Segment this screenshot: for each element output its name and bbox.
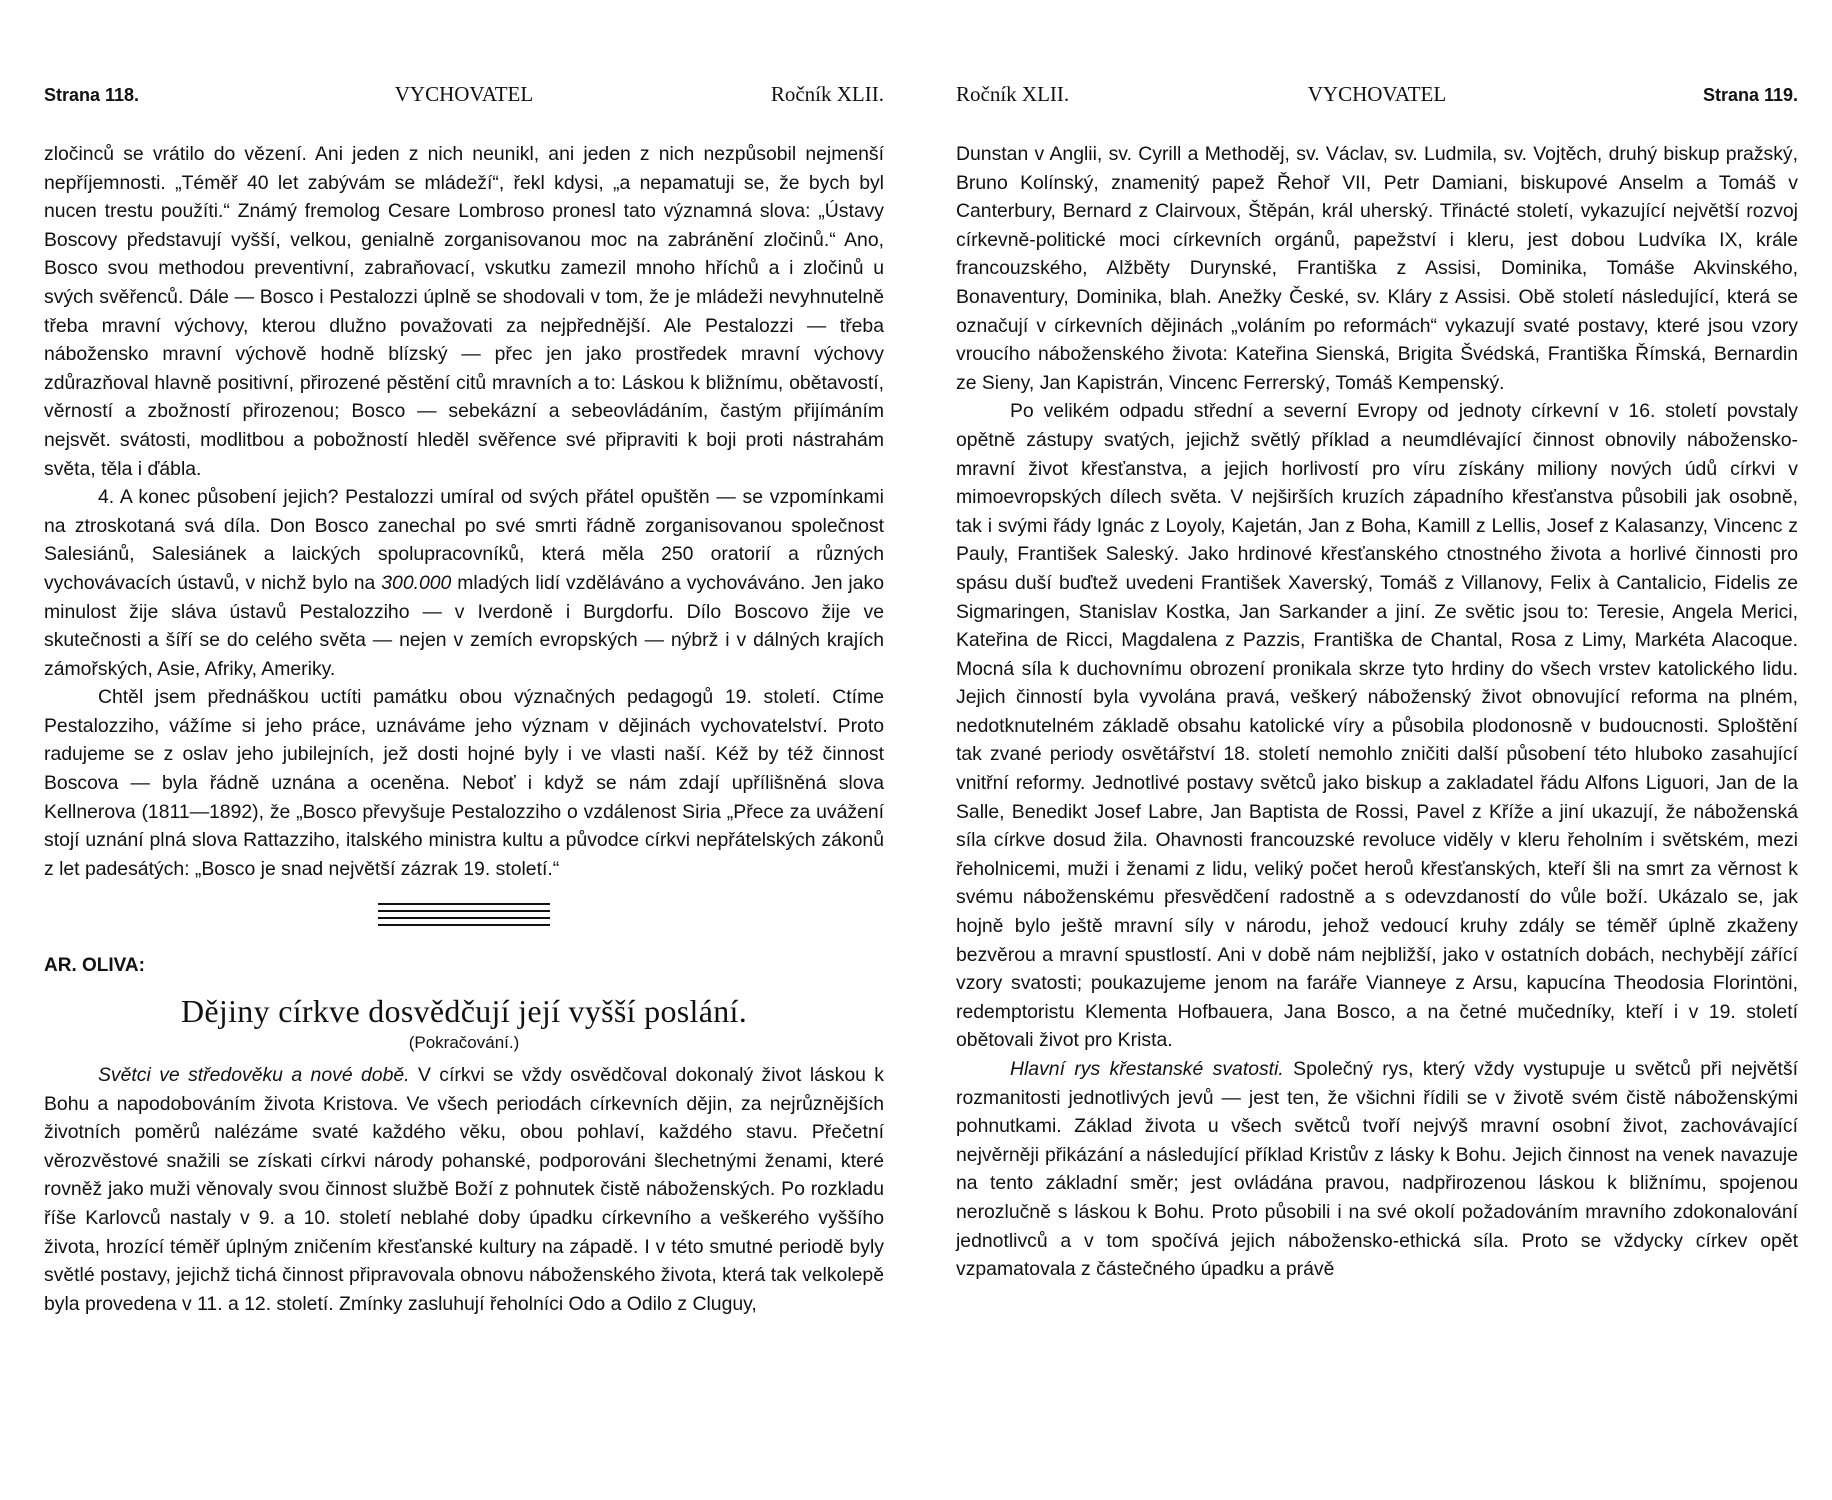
paragraph: Chtěl jsem přednáškou uctíti památku obou význačných pedagogů 19. století. Ctíme Pestalozziho, vážíme si jeho práce, uznáváme jeho význam v dějinách vychovatelství. Proto radujeme se z oslav jeho jubilejních, jež dosti hojné byly i ve vlasti naší. Kéž by též činnost Boscova — byla řádně uznána a oceněna. Neboť i když se nám zdají upřílišněná slova Kellnerova (1811—1892), že „Bosco převyšuje Pestalozziho o vzdálenost Siria „Přece za uvážení stojí uznání plná slova Rattazziho, italského ministra kultu a původce církvi nepřátelských zákonů z let padesátých: „Bosco je snad největší zázrak 19. století.“ — [44, 686, 884, 880]
text-run: 4. A konec působení jejich? Pestalozzi umíral od svých přátel opuštěn — se vzpomínkami na ztroskotaná svá díla. Don Bosco zanechal po své smrti řádně zorganisovanou společnost Salesiánů, Salesiánek a laických spolupracovníků, která měla 250 oratorií a různých vychovávacích ústavů, v nichž bylo na — [44, 486, 884, 594]
right-volume: Ročník XLII. — [956, 82, 1070, 106]
article-title: Dějiny církve dosvědčují její vyšší poslání. — [181, 993, 747, 1030]
paragraph — [44, 1061, 884, 1318]
emphasis: 300.000 — [381, 571, 452, 594]
left-page-number: Strana 118. — [44, 85, 140, 105]
emphasis: Světci ve středověku a nové době. — [98, 1064, 410, 1087]
right-page — [956, 0, 1798, 1500]
paragraph — [956, 1055, 1798, 1284]
right-journal-title: VYCHOVATEL — [1307, 82, 1447, 106]
left-journal-title: VYCHOVATEL — [394, 82, 534, 106]
text-run: mladých lidí vzděláváno a vychováváno. Jen jako minulost žije sláva ústavů Pestalozziho — v Iverdoně i Burgdorfu. Dílo Boscovo žije ve skutečnosti a šíří se do celého světa — nejen v zemích evropských — nýbrž i v dálných krajích zámořských, Asie, Afriky, Ameriky. — [44, 571, 884, 680]
continued-note: (Pokračování.) — [408, 1033, 520, 1053]
text-run: V církvi se vždy osvědčoval dokonalý život láskou k Bohu a napodobováním života Kristova. Ve všech periodách církevních dějin, za nejrůznějších životních poměrů nalézáme svaté každého věku, obou pohlaví, každého stavu. Přečetní věrozvěstové snažili se získati církvi národy pohanské, podporováni šlechetnými ženami, které rovněž jako muži věnovaly svou činnost službě Boží z pohnutek čistě náboženských. Po rozkladu říše Karlovců nastaly v 9. a 10. století neblahé doby úpadku církevního a veškerého vyššího života, hrozící téměř úplným zničením křesťanské kultury na západě. I v této smutné periodě byly světlé postavy, jejichž tichá činnost připravovala obnovu náboženského života, která tak velkolepě byla provedena v 11. a 12. století. Zmínky zasluhují řeholníci Odo a Odilo z Cluguy, — [44, 1064, 884, 1315]
paragraph: Dunstan v Anglii, sv. Cyrill a Methoděj, sv. Václav, sv. Ludmila, sv. Vojtěch, druhý biskup pražský, Bruno Kolínský, znamenitý papež Řehoř VII, Petr Damiani, biskupové Anselm a Tomáš v Canterbury, Bernard z Clairvoux, Štěpán, král uherský. Třinácté století, vykazující největší rozvoj církevně-politické moci církevních orgánů, papežství i kleru, jest dobou Ludvíka IX, krále francouzského, Alžběty Durynské, Františka z Assisi, Dominika, Tomáše Akvinského, Bonaventury, Dominika, blah. Anežky České, sv. Kláry z Assisi. Obě století následující, která se označují v církevních dějinách „voláním po reformách“ vykazují svaté postavy, které jsou vzory vroucího náboženského života: Kateřina Sienská, Brigita Švédská, Františka Římská, Bernardin ze Sieny, Jan Kapistrán, Vincenc Ferrerský, Tomáš Kempenský. — [956, 143, 1798, 394]
right-page-number: Strana 119. — [1702, 85, 1798, 105]
paragraph: zločinců se vrátilo do vězení. Ani jeden z nich neunikl, ani jeden z nich nezpůsobil nejmenší nepříjemnosti. „Téměř 40 let zabývám se mládeží“, řekl kdysi, „a nepamatuji se, že bych byl nucen trestu použíti.“ Známý fremolog Cesare Lombroso pronesl tato významná slova: „Ústavy Boscovy představují vyšší, velkou, genialně zorganisovanou moc na zabránění zločinů.“ Ano, Bosco svou methodou preventivní, zabraňovací, vskutku zamezil mnoho hříchů a i zločinů u svých svěřenců. Dále — Bosco i Pestalozzi úplně se shodovali v tom, že je mládeži nevyhnutelně třeba mravní výchovy, kterou dlužno považovati za nejpřednější. Ale Pestalozzi — třeba nábožensko mravní výchově hodně blízský — přec jen jako prostředek mravní výchovy zdůrazňoval hlavně positivní, přirozené pěstění citů mravních a to: Láskou k bližnímu, obětavostí, věrností a zbožností přirozenou; Bosco — sebekázní a sebeovládáním, častým přijímáním nejsvět. svátosti, modlitbou a pobožností hleděl svěřence své připraviti k boji proti nástrahám světa, těla i ďábla. — [44, 143, 884, 480]
right-page-header — [956, 82, 1798, 112]
paragraph — [44, 483, 884, 683]
left-page-header — [44, 82, 884, 112]
section-separator — [378, 903, 550, 926]
article-author: AR. OLIVA: — [44, 955, 145, 977]
left-page — [44, 0, 884, 1500]
left-page-body — [44, 140, 884, 1318]
left-volume: Ročník XLII. — [770, 82, 884, 106]
paragraph: Po velikém odpadu střední a severní Evropy od jednoty církevní v 16. století povstaly opětně zástupy svatých, jejichž světlý příklad a neumdlévající činnost obnovily nábožensko-mravní život křesťanstva, a jejich horlivostí pro víru získány miliony nových údů církvi v mimoevropských dílech světa. V nejširších kruzích západního křesťanstva působili jak osobně, tak i svými řády Ignác z Loyoly, Kajetán, Jan z Boha, Kamill z Lellis, Josef z Kalasanzy, Vincenc z Pauly, František Saleský. Jako hrdinové křesťanského ctnostného života a horlivé činnosti pro spásu duší buďtež uvedeni František Xaverský, Tomáš z Villanovy, Felix à Cantalicio, Fidelis ze Sigmaringen, Stanislav Kostka, Jan Sarkander a jiní. Ze světic jsou to: Teresie, Angela Merici, Kateřina de Ricci, Magdalena z Pazzis, Františka de Chantal, Rosa z Limy, Markéta Alacoque. Mocná síla k duchovnímu obrození pronikala skrze tyto hrdiny do všech vrstev katolického lidu. Jejich činností byla vyvolána pravá, veškerý náboženský život obnovující reforma na plném, nedotknutelném základě obsahu katolické víry a působila plodonosně v budoucnosti. Sploštění tak zvané periody osvětářství 18. století nemohlo zničiti další působení této hluboko zasahující vnitřní reformy. Jednotlivé postavy světců jako biskup a zakladatel řádu Alfons Liguori, Jan de la Salle, Benedikt Josef Labre, Jan Baptista de Rossi, Pavel z Kříže a jiní ukazují, že náboženská síla církve dosud žila. Ohavnosti francouzské revoluce viděly v kleru řeholním i světském, mezi řeholnicemi, muži i ženami z lidu, veliký počet heroů křesťanských, kteří šli na smrt za věrnost k svému náboženskému přesvědčení radostně a s odevzdaností do vůle boží. Ukázalo se, jak hojně bylo ještě mravní síly v národu, jehož vedoucí kruhy zdály se téměř úplně zkaženy bezvěrou a mravní spustlostí. Ani v době nám nejbližší, jako v ostatních dobách, nechybějí zářící vzory svatosti; poukazujeme jenom na faráře Vianneye z Arsu, kapucína Theodosia Florintöni, redemptoristu Klementa Hofbauera, Jana Bosco, a na četné mučedníky, kteří i v 19. století obětovali život pro Krista. — [956, 400, 1798, 1052]
emphasis: Hlavní rys křestanské svatosti. — [1010, 1058, 1284, 1080]
right-page-body — [956, 140, 1798, 1284]
text-run: Společný rys, který vždy vystupuje u světců při největší rozmanitosti jednotlivých jevů — jest ten, že všichni řídili se v životě svém čistě náboženskými pohnutkami. Základ života u všech světců tvoří nejvýš mravní osobní život, zachovávající nejvěrněji přikázání a následující příklad Kristův z lásky k Bohu. Jejich činnost na venek navazuje na tento základní směr; jest ovládána pravou, nadpřirozenou láskou k bližnímu, spojenou nerozlučně s láskou k Bohu. Proto působili i na své okolí požadováním mravního zdokonalování jednotlivců a v tom spočívá jejich nábožensko-ethická síla. Proto se vždycky církev opět vzpamatovala z částečného úpadku a právě — [956, 1058, 1799, 1281]
